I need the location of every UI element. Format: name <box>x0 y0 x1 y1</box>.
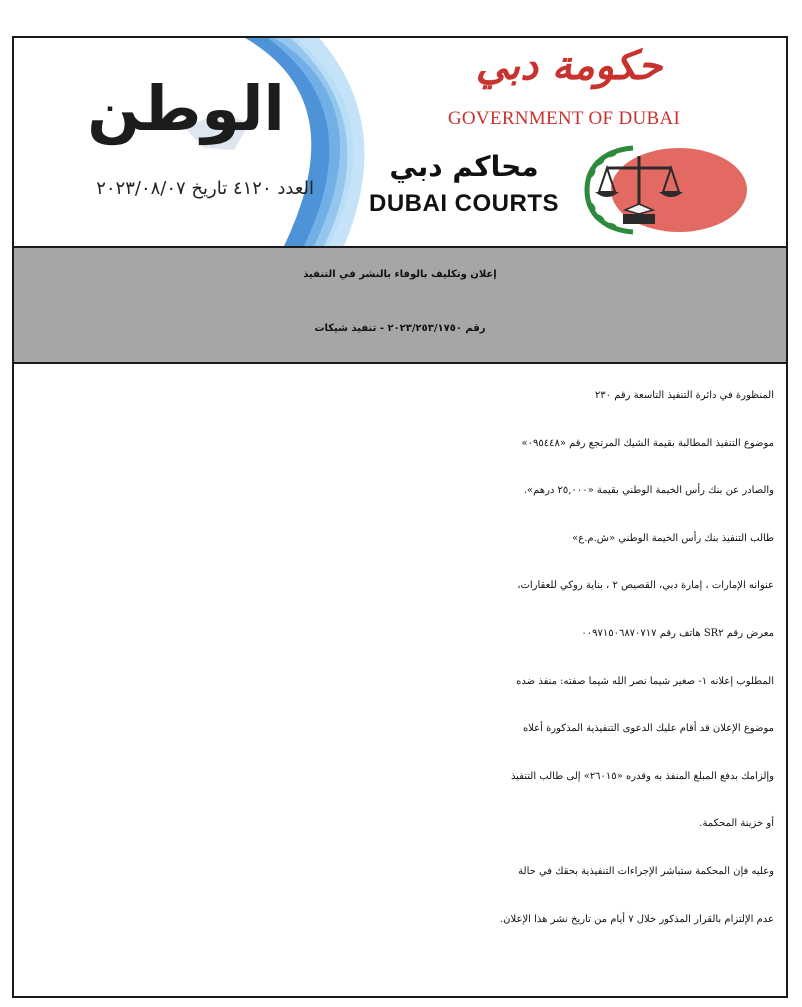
body-line: المنظورة في دائرة التنفيذ التاسعة رقم ٢٣٠ <box>594 390 774 401</box>
government-name-arabic: حكومة دبي <box>475 42 663 89</box>
notice-title-line-2: رقم ٢٠٢٣/٢٥٣/١٧٥٠ - تنفيذ شيكات <box>314 323 486 334</box>
government-name-english: GOVERNMENT OF DUBAI <box>447 108 681 129</box>
courts-name-english: DUBAI COURTS <box>369 190 559 217</box>
issue-number-date: العدد ٤١٢٠ تاريخ ٢٠٢٣/٠٨/٠٧ <box>96 178 314 199</box>
notice-frame <box>12 36 788 998</box>
notice-title-line-1: إعلان وتكليف بالوفاء بالنشر في التنفيذ <box>303 269 497 280</box>
body-line: عدم الإلتزام بالقرار المذكور خلال ٧ أيام من تاريخ نشر هذا الإعلان. <box>500 913 774 925</box>
notice-body <box>28 372 774 943</box>
courts-name-arabic: محاكم دبي <box>389 150 539 183</box>
body-line: أو خزينة المحكمة. <box>699 818 774 830</box>
body-line: وإلزامك بدفع المبلغ المنفذ به وقدره «٢٦٠١٥» إلى طالب التنفيذ <box>510 770 774 782</box>
body-line: وعليه فإن المحكمة ستباشر الإجراءات التنفيذية بحقك في حالة <box>518 865 774 877</box>
body-line: المطلوب إعلانه ١- صغير شيما نصر الله شيما صفته: منفذ ضده <box>516 675 774 687</box>
notice-header <box>14 38 786 246</box>
newspaper-wordmark: الوطن <box>87 72 285 145</box>
body-line: معرض رقم SR٢ هاتف رقم ٠٠٩٧١٥٠٦٨٧٠٧١٧ <box>581 627 774 639</box>
body-line: موضوع التنفيذ المطالبة بقيمة الشيك المرتجع رقم «٠٩٥٤٤٨» <box>521 437 774 449</box>
body-line: موضوع الإعلان قد أقام عليك الدعوى التنفيذية المذكورة أعلاه <box>522 723 774 735</box>
body-line: والصادر عن بنك رأس الخيمة الوطني بقيمة «٢٥,٠٠٠ درهم». <box>523 485 774 497</box>
body-line: طالب التنفيذ بنك رأس الخيمة الوطني «ش.م.ع» <box>572 532 774 544</box>
body-line: عنوانه الإمارات ، إمارة دبي، القصيص ٢ ، بناية روكي للعقارات، <box>517 580 774 592</box>
scales-of-justice-emblem <box>567 144 747 236</box>
notice-title <box>14 246 786 364</box>
